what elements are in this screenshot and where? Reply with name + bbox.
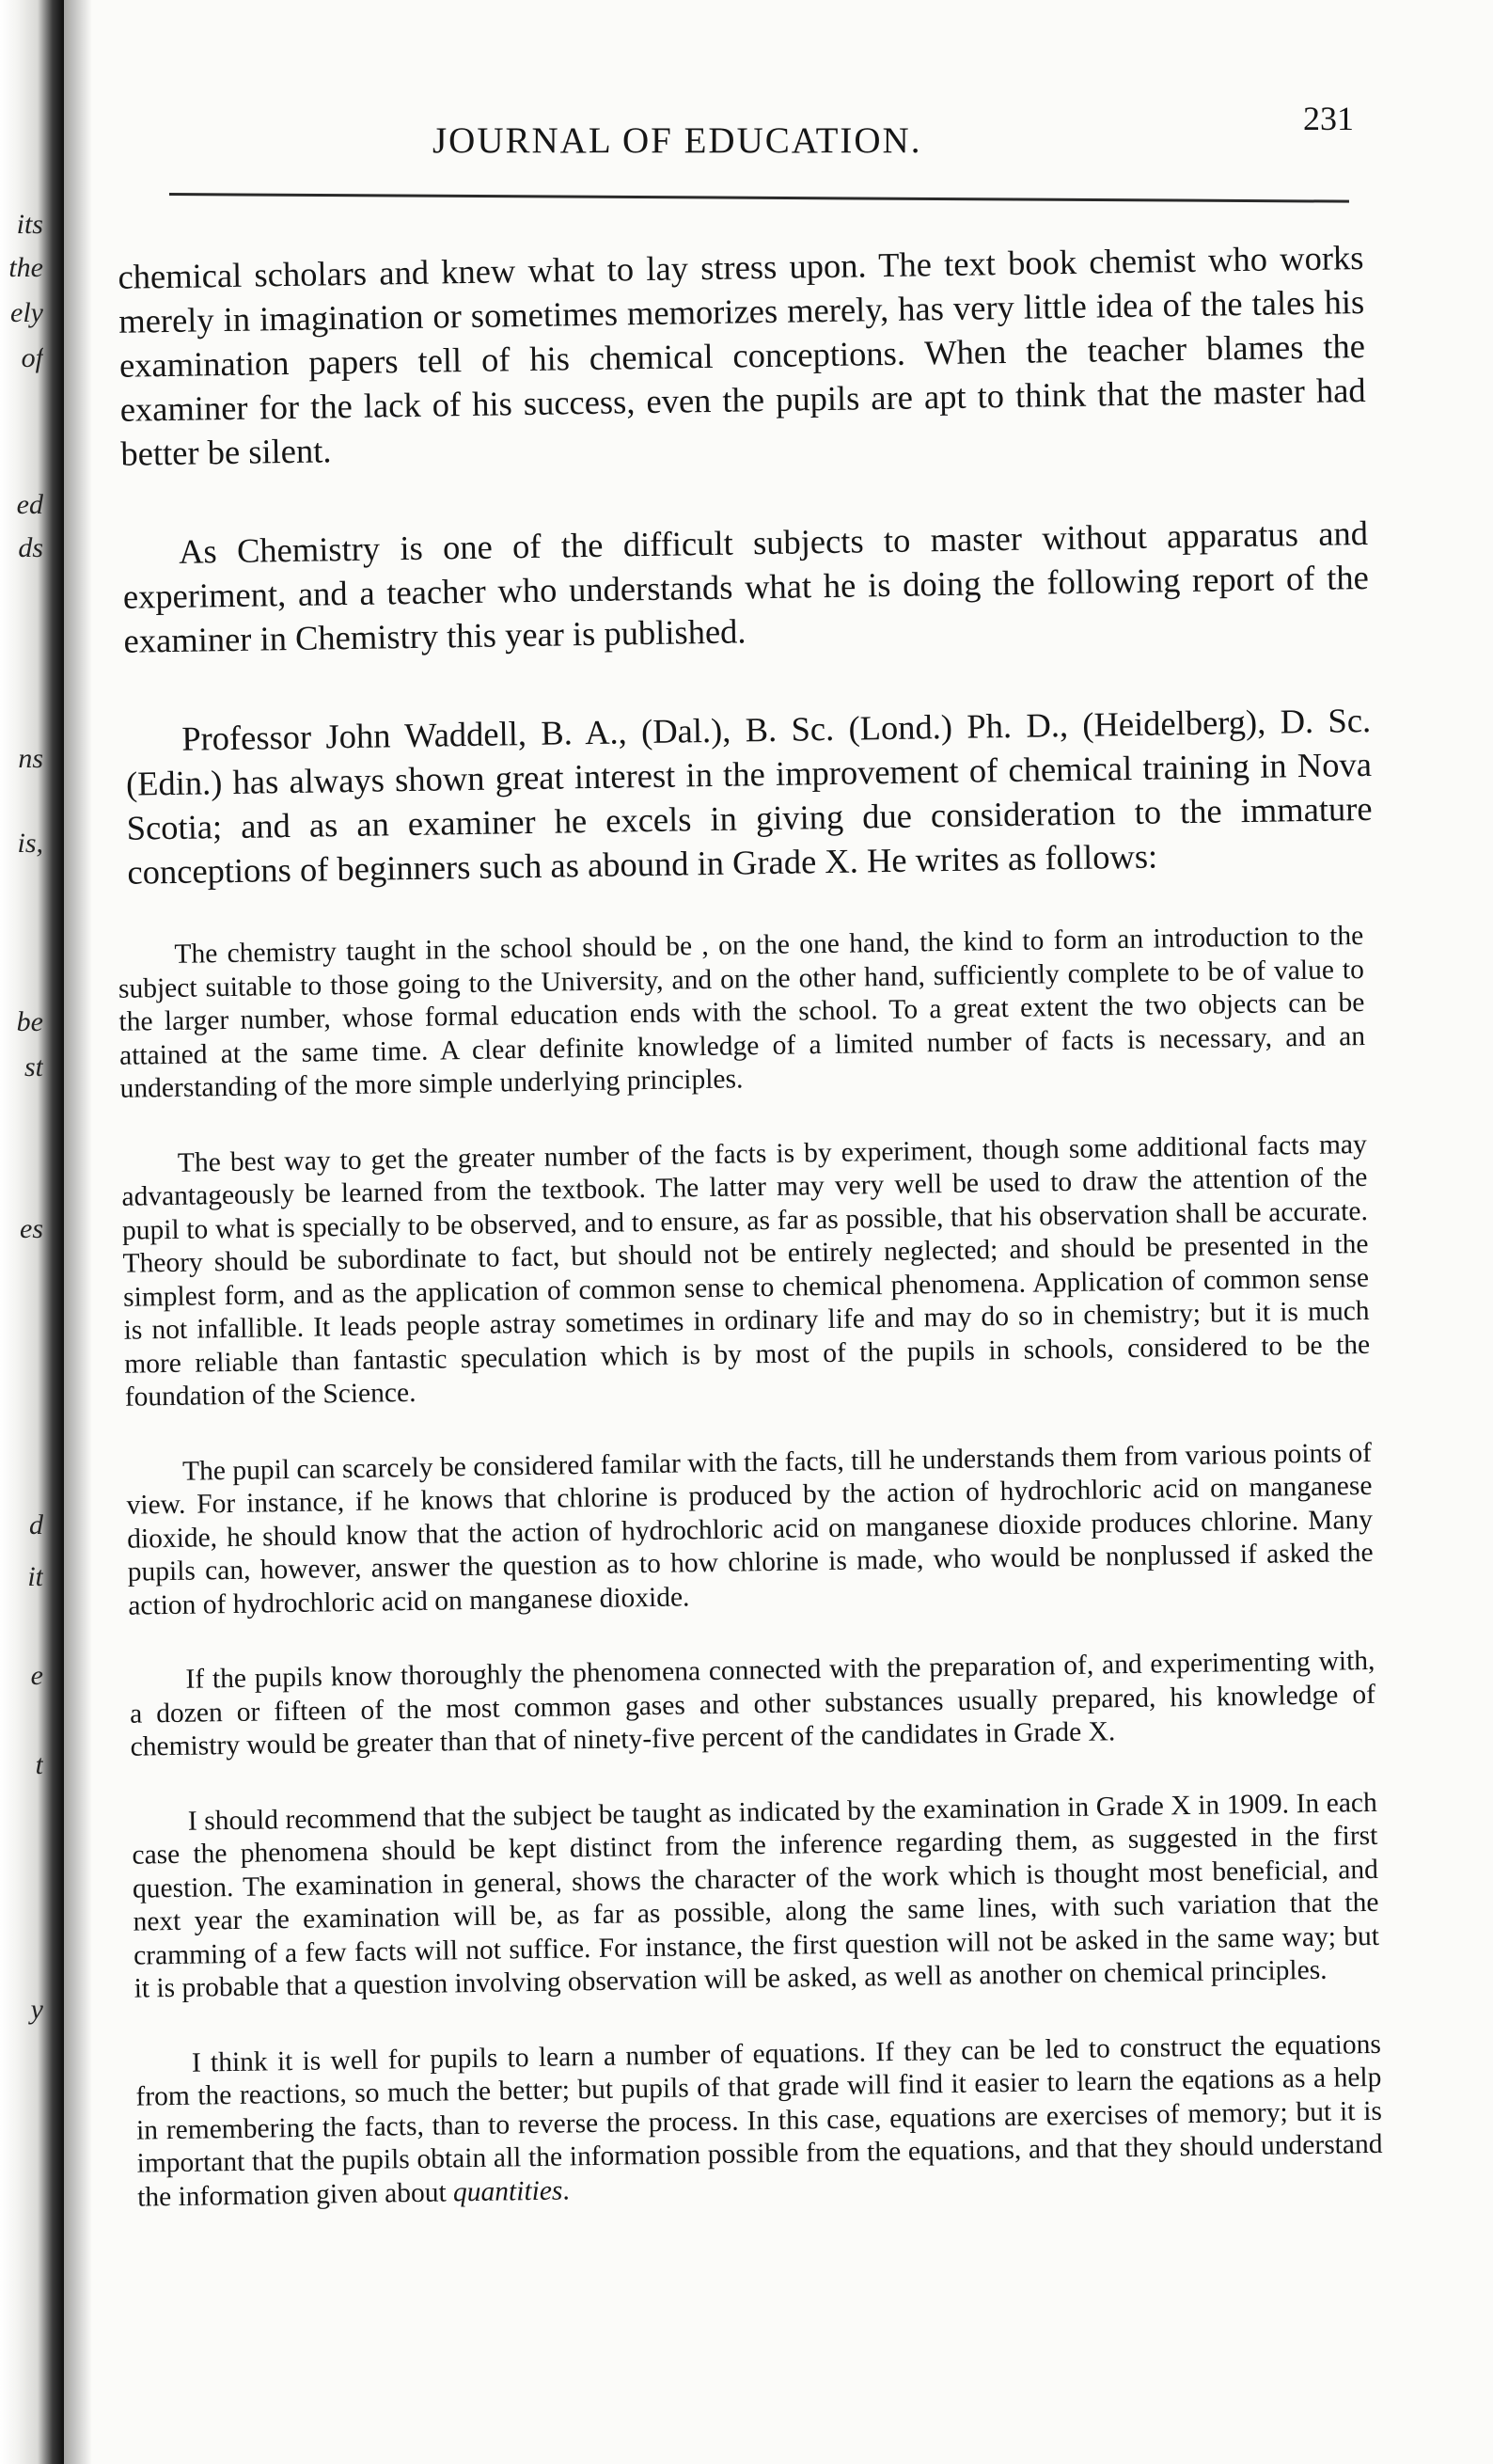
article-body [118,235,1383,2426]
binding-shadow [64,0,92,2464]
body-paragraph: Professor John Waddell, B. A., (Dal.), B. Sc. (Lond.) Ph. D., (Heidelberg), D. Sc. (Edin.) has always shown great interest in the improvement of chemical training in Nova Scotia; and as an examiner he excels in giving due consideration to the immature conceptions of beginners such as abound in Grade X. He writes as follows: [125,700,1373,892]
facing-page-fragment: ely [10,297,43,328]
facing-page-fragment: be [16,1006,43,1037]
facing-page-fragment: ns [18,743,43,774]
facing-page-fragment: ds [18,532,43,563]
facing-page-fragments [2,0,45,2464]
report-paragraph-final [135,2028,1384,2214]
page-header [113,99,1363,165]
page-number: 231 [1303,100,1354,137]
report-paragraph: I should recommend that the subject be taught as indicated by the examination in Grade X in 1909. In each case the phenomena should be kept distinct from the inference regarding them, as suggested in the first question. The examination in general, shows the character of the work which is thought most beneficial, and next year the examination will be, as far as possible, along the same lines, with such variation that the cramming of a few facts will not suffice. For instance, the first question will not be asked in the same way; but it is probable that a question involving observation will be asked, as well as another on chemical principles. [132,1787,1380,2004]
emphasized-word: quantities [452,2175,563,2207]
facing-page-fragment: the [8,252,43,283]
facing-page-fragment: of [21,342,43,373]
body-paragraph: chemical scholars and knew what to lay stress upon. The text book chemist who works merely in imagination or sometimes memorizes merely, has very little idea of the tales his examination papers tell of his chemical conceptions. When the teacher blames the examiner for the lack of his success, even the pupils are apt to think that the master had better be silent. [118,237,1366,473]
facing-page-fragment: t [35,1749,43,1780]
facing-page-fragment: its [16,209,43,240]
facing-page-fragment: y [30,1994,43,2025]
final-paragraph-text: I think it is well for pupils to learn a number of equations. If they can be led to construct the equations from the reactions, so much the better; but pupils of that grade will find it easier to learn the eqations as a help in remembering the facts, than to reverse the process. In this case, equations are exercises of memory; but it is important that the pupils obtain all the information possible from the equations, and that they should understand the information given about [135,2029,1383,2213]
final-paragraph-end: . [562,2174,571,2206]
header-rule [169,193,1349,203]
facing-page-fragment: it [27,1561,43,1592]
report-paragraph: If the pupils know thoroughly the phenomena connected with the preparation of, and experimenting with, a dozen or fifteen of the most common gases and other substances usually prepared, his knowledge of chemistry would be greater than that of ninety-five percent of the candidates in Grade X. [129,1645,1376,1762]
body-paragraph: As Chemistry is one of the difficult subjects to master without apparatus and experiment, and a teacher who understands what he is doing the following report of the examiner in Chemistry this year is published. [122,513,1370,660]
examiner-report [118,920,1383,2215]
facing-page-fragment: e [30,1660,43,1691]
facing-page-fragment: es [20,1213,43,1244]
facing-page-fragment: ed [16,489,43,520]
report-paragraph: The pupil can scarcely be considered familar with the facts, till he understands them from various points of view. For instance, if he knows that chlorine is produced by the action of hydrochloric acid on manganese dioxide, he should know that the action of hydrochloric acid on manganese dioxide produces chlorine. Many pupils can, however, answer the question as to how chlorine is made, who would be nonplussed if asked the action of hydrochloric acid on manganese dioxide. [126,1437,1374,1621]
facing-page-fragment: st [24,1051,43,1082]
report-paragraph: The best way to get the greater number of the facts is by experiment, though some additional facts may advantageously be learned from the textbook. The latter may very well be used to draw the attention of the pupil to what is specially to be observed, and to ensure, as far as possible, that his observation shall be accurate. Theory should be subordinate to fact, but should not be entirely neglected; and should be presented in the simplest form, and as the application of common sense to chemical phenomena. Application of common sense is not infallible. It leads people astray sometimes in ordinary life and may do so in chemistry; but it is much more reliable than fantastic speculation which is by most of the pupils in schools, considered to be the foundation of the Science. [121,1129,1371,1413]
editorial-introduction [118,235,1374,894]
facing-page-fragment: d [29,1509,43,1540]
facing-page-fragment: is, [17,828,43,859]
running-head: JOURNAL OF EDUCATION. [432,120,922,161]
report-paragraph: The chemistry taught in the school should be , on the one hand, the kind to form an introduction to the subject suitable to those going to the University, and on the other hand, sufficiently complete to be of value to the larger number, whose formal education ends with the school. To a great extent the two objects can be attained at the same time. A clear definite knowledge of a limited number of facts is necessary, and an understanding of the more simple underlying principles. [118,920,1366,1104]
